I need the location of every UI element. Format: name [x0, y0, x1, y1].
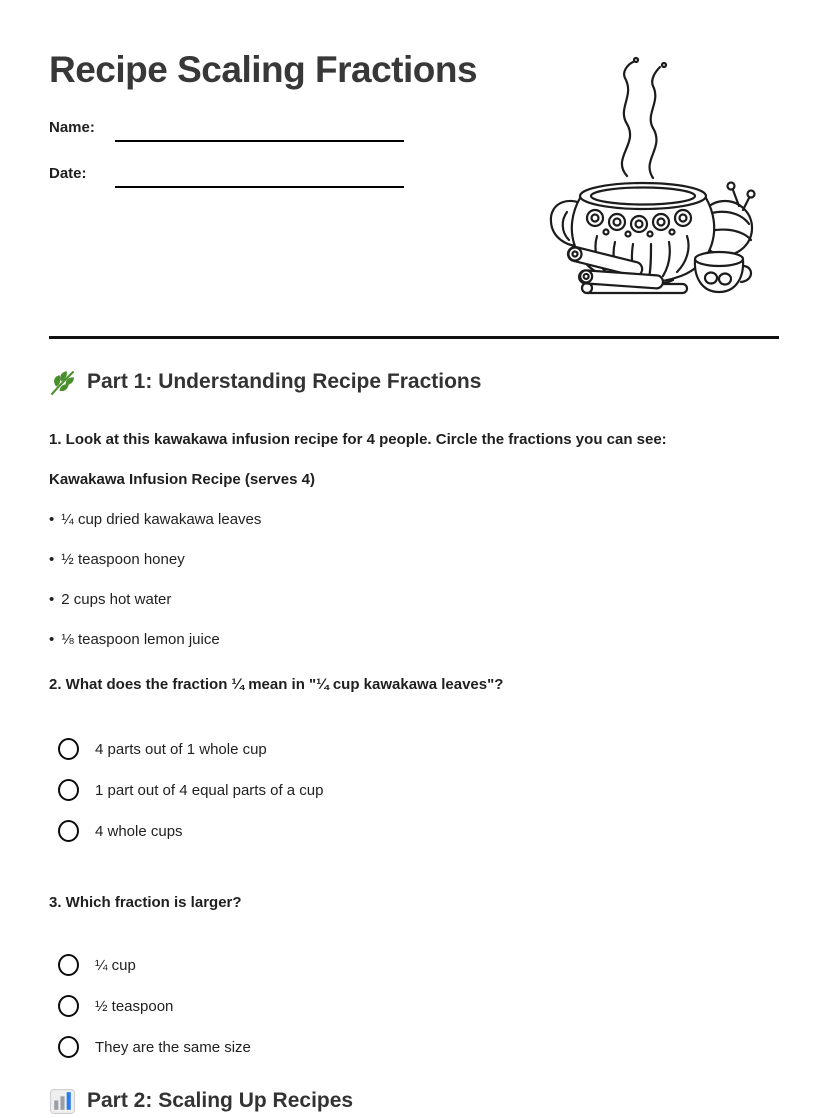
- recipe-item-text: ½ teaspoon honey: [61, 551, 185, 568]
- radio-button[interactable]: [58, 779, 79, 801]
- name-label: Name:: [49, 119, 95, 136]
- steaming-pot-illustration: [527, 55, 759, 303]
- option-label: 4 whole cups: [95, 822, 183, 840]
- steaming-pot-icon: [527, 55, 759, 303]
- part1-heading-text: Part 1: Understanding Recipe Fractions: [87, 370, 482, 393]
- recipe-item: [49, 629, 779, 650]
- part2-heading-text: Part 2: Scaling Up Recipes: [87, 1089, 354, 1112]
- recipe-item: [49, 549, 779, 570]
- name-write-line[interactable]: [115, 118, 404, 142]
- part1-heading: [49, 367, 779, 397]
- bullet-glyph: •: [49, 511, 55, 528]
- radio-button[interactable]: [58, 954, 79, 976]
- option-row[interactable]: [58, 995, 779, 1017]
- herb-icon: [49, 369, 76, 396]
- recipe-item-text: ¼ cup dried kawakawa leaves: [61, 511, 262, 528]
- bar-chart-icon: [49, 1088, 76, 1115]
- option-label: ¼ cup: [95, 956, 136, 974]
- option-row[interactable]: [58, 954, 779, 976]
- option-label: ½ teaspoon: [95, 997, 174, 1015]
- question-3: 3. Which fraction is larger?: [49, 894, 242, 911]
- question-2-options: [49, 738, 779, 842]
- option-row[interactable]: [58, 820, 779, 842]
- bullet-glyph: •: [49, 551, 55, 568]
- bullet-glyph: •: [49, 591, 55, 608]
- question-1: 1. Look at this kawakawa infusion recipe for 4 people. Circle the fractions you can see:: [49, 431, 667, 448]
- radio-button[interactable]: [58, 738, 79, 760]
- section-divider: [49, 336, 779, 339]
- question-3-options: [49, 954, 779, 1058]
- recipe-item: [49, 589, 779, 610]
- radio-button[interactable]: [58, 1036, 79, 1058]
- radio-button[interactable]: [58, 995, 79, 1017]
- part2-heading: [49, 1086, 779, 1116]
- bullet-glyph: •: [49, 631, 55, 648]
- option-label: 1 part out of 4 equal parts of a cup: [95, 781, 324, 799]
- option-row[interactable]: [58, 738, 779, 760]
- option-row[interactable]: [58, 1036, 779, 1058]
- option-label: They are the same size: [95, 1038, 251, 1056]
- option-row[interactable]: [58, 779, 779, 801]
- recipe-item-text: ⅛ teaspoon lemon juice: [61, 631, 220, 648]
- recipe-title: Kawakawa Infusion Recipe (serves 4): [49, 471, 315, 488]
- radio-button[interactable]: [58, 820, 79, 842]
- date-label: Date:: [49, 165, 87, 182]
- recipe-item: [49, 509, 779, 530]
- question-2: 2. What does the fraction ¼ mean in "¼ cup kawakawa leaves"?: [49, 676, 504, 693]
- option-label: 4 parts out of 1 whole cup: [95, 740, 267, 758]
- date-write-line[interactable]: [115, 164, 404, 188]
- page-title: Recipe Scaling Fractions: [49, 49, 478, 90]
- recipe-item-text: 2 cups hot water: [61, 591, 172, 608]
